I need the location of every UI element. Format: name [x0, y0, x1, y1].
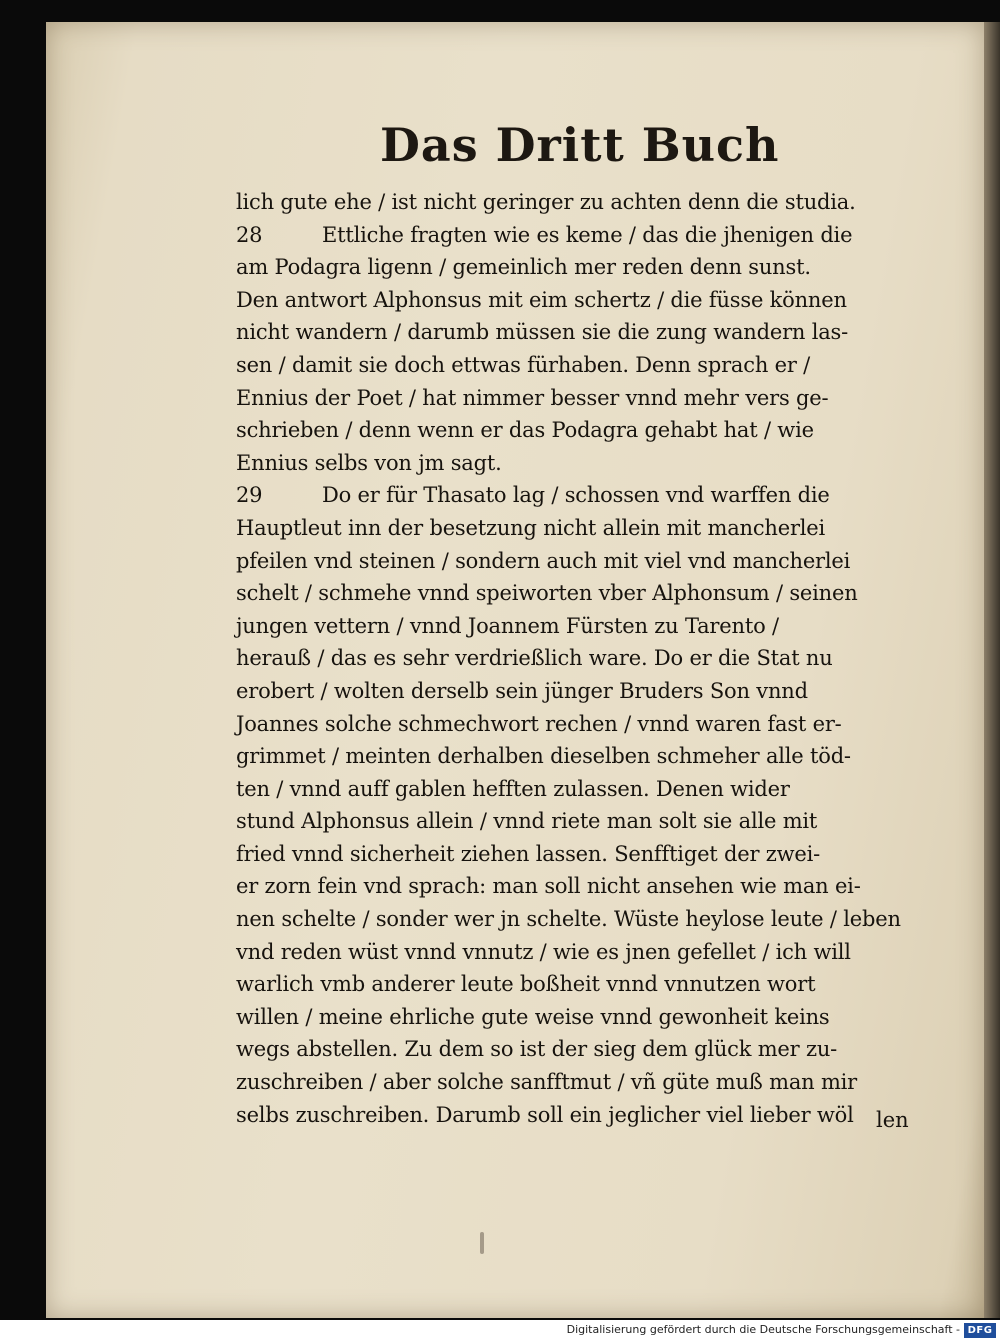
- section-number: 29: [236, 483, 263, 508]
- text-line: [236, 708, 926, 741]
- line-text: willen / meine ehrliche gute weise vnnd gewonheit keins: [236, 1004, 830, 1029]
- line-text: Den antwort Alphonsus mit eim schertz / die füsse können: [236, 287, 847, 312]
- line-text: erobert / wolten derselb sein jünger Bruders Son vnnd: [236, 678, 808, 703]
- line-text: wegs abstellen. Zu dem so ist der sieg dem glück mer zu-: [236, 1037, 838, 1062]
- line-text: ten / vnnd auff gablen hefften zulassen. Denen wider: [236, 776, 790, 801]
- text-line: [236, 251, 926, 284]
- text-line: [236, 284, 926, 317]
- line-text: Ennius selbs von jm sagt.: [236, 450, 502, 475]
- line-text: Ettliche fragten wie es keme / das die jhenigen die: [322, 222, 853, 247]
- text-line: [236, 968, 926, 1001]
- line-text: am Podagra ligenn / gemeinlich mer reden denn sunst.: [236, 255, 811, 280]
- text-block: [236, 186, 926, 1131]
- catchword: len: [876, 1108, 909, 1132]
- text-line: [236, 642, 926, 675]
- text-line: [236, 740, 926, 773]
- text-line: [236, 1001, 926, 1034]
- text-line: [236, 219, 926, 252]
- line-text: Joannes solche schmechwort rechen / vnnd waren fast er-: [236, 711, 842, 736]
- running-head: Das Dritt Buch: [380, 118, 780, 172]
- text-line: [236, 773, 926, 806]
- text-line: [236, 805, 926, 838]
- text-line: [236, 675, 926, 708]
- line-text: Do er für Thasato lag / schossen vnd warffen die: [322, 483, 830, 508]
- text-line: [236, 414, 926, 447]
- line-text: er zorn fein vnd sprach: man soll nicht ansehen wie man ei-: [236, 874, 861, 899]
- text-line: [236, 870, 926, 903]
- line-text: sen / damit sie doch ettwas fürhaben. Denn sprach er /: [236, 352, 811, 377]
- line-text: jungen vettern / vnnd Joannem Fürsten zu Tarento /: [236, 613, 779, 638]
- line-text: selbs zuschreiben. Darumb soll ein jeglicher viel lieber wöl: [236, 1102, 854, 1127]
- text-line: [236, 903, 926, 936]
- text-line: [236, 447, 926, 480]
- text-line: [236, 512, 926, 545]
- line-text: nicht wandern / darumb müssen sie die zung wandern las-: [236, 320, 849, 345]
- text-line: [236, 479, 926, 512]
- line-text: stund Alphonsus allein / vnnd riete man solt sie alle mit: [236, 809, 818, 834]
- page-edge: [984, 22, 1000, 1318]
- ink-smudge: [480, 1232, 484, 1254]
- text-line: [236, 610, 926, 643]
- line-text: warlich vmb anderer leute boßheit vnnd vnnutzen wort: [236, 972, 816, 997]
- line-text: schrieben / denn wenn er das Podagra gehabt hat / wie: [236, 418, 814, 443]
- dfg-logo-icon[interactable]: DFG: [964, 1323, 996, 1338]
- line-text: schelt / schmehe vnnd speiworten vber Alphonsum / seinen: [236, 581, 858, 606]
- text-line: [236, 1099, 926, 1132]
- text-line: [236, 349, 926, 382]
- text-line: [236, 1033, 926, 1066]
- text-line: [236, 382, 926, 415]
- text-line: [236, 545, 926, 578]
- text-line: [236, 186, 926, 219]
- line-text: Ennius der Poet / hat nimmer besser vnnd mehr vers ge-: [236, 385, 829, 410]
- line-text: Hauptleut inn der besetzung nicht allein mit mancherlei: [236, 515, 826, 540]
- footer-bar: [0, 1320, 1000, 1342]
- line-text: fried vnnd sicherheit ziehen lassen. Senfftiget der zwei-: [236, 841, 821, 866]
- funding-credit: Digitalisierung gefördert durch die Deutsche Forschungsgemeinschaft -: [566, 1323, 960, 1336]
- line-text: vnd reden wüst vnnd vnnutz / wie es jnen gefellet / ich will: [236, 939, 851, 964]
- text-line: [236, 577, 926, 610]
- text-line: [236, 936, 926, 969]
- line-text: grimmet / meinten derhalben dieselben schmeher alle töd-: [236, 744, 851, 769]
- line-text: pfeilen vnd steinen / sondern auch mit viel vnd mancherlei: [236, 548, 851, 573]
- line-text: lich gute ehe / ist nicht geringer zu achten denn die studia.: [236, 190, 856, 214]
- section-number: 28: [236, 222, 263, 247]
- text-line: [236, 838, 926, 871]
- text-line: [236, 316, 926, 349]
- line-text: zuschreiben / aber solche sanfftmut / vñ güte muß man mir: [236, 1070, 858, 1095]
- line-text: nen schelte / sonder wer jn schelte. Wüste heylose leute / leben: [236, 907, 901, 932]
- line-text: herauß / das es sehr verdrießlich ware. Do er die Stat nu: [236, 646, 833, 671]
- text-line: [236, 1066, 926, 1099]
